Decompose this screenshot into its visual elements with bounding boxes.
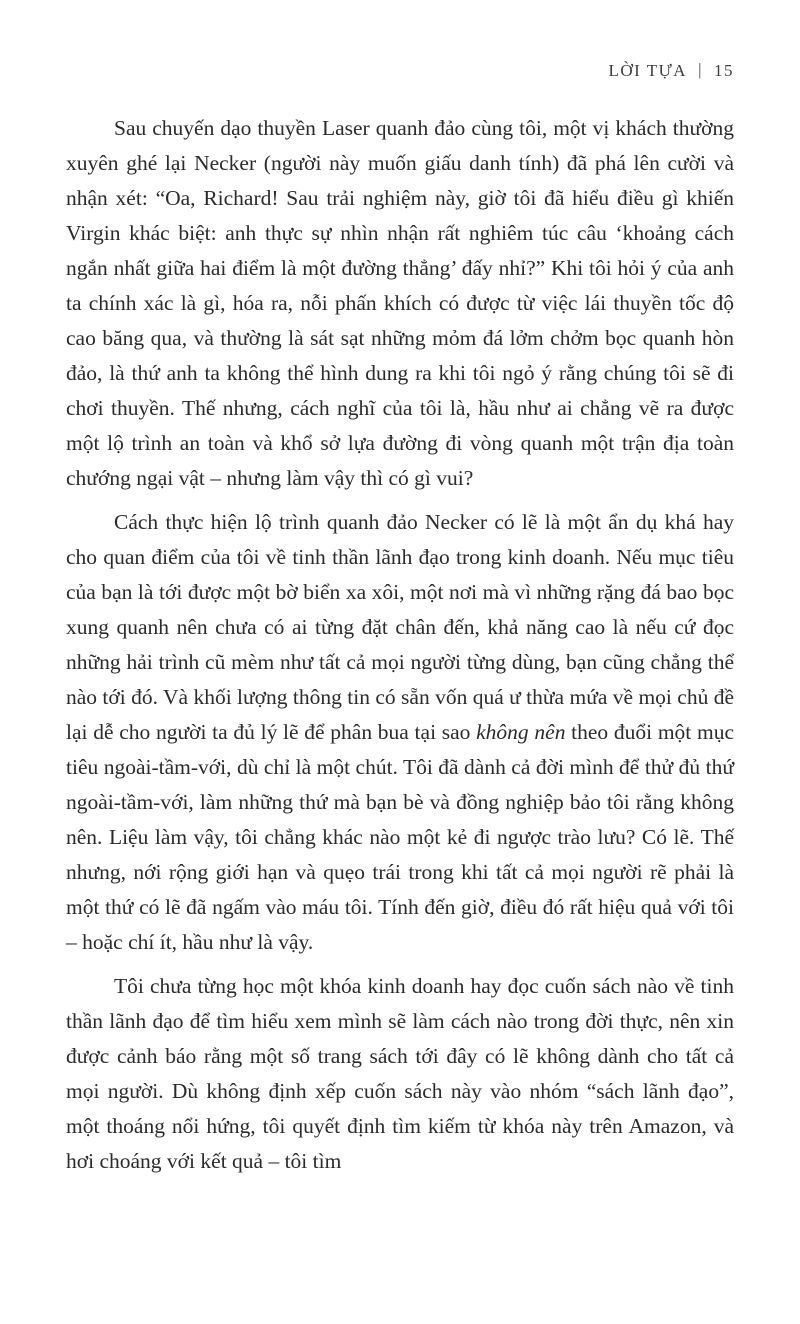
page-header <box>66 62 734 79</box>
page-body <box>66 111 734 1179</box>
page-number: 15 <box>714 61 734 80</box>
paragraph-2-italic-phrase: không nên <box>476 720 566 744</box>
section-title: LỜI TỰA <box>608 61 688 80</box>
header-separator: | <box>698 60 703 79</box>
paragraph-2 <box>66 505 734 960</box>
paragraph-3: Tôi chưa từng học một khóa kinh doanh hay đọc cuốn sách nào về tinh thần lãnh đạo để tìm hiểu xem mình sẽ làm cách nào trong đời thực, nên xin được cảnh báo rằng một số trang sách tới đây có lẽ không dành cho tất cả mọi người. Dù không định xếp cuốn sách này vào nhóm “sách lãnh đạo”, một thoáng nổi hứng, tôi quyết định tìm kiếm từ khóa này trên Amazon, và hơi choáng với kết quả – tôi tìm <box>66 974 734 1173</box>
paragraph-2-text: Cách thực hiện lộ trình quanh đảo Necker có lẽ là một ẩn dụ khá hay cho quan điểm của tôi về tinh thần lãnh đạo trong kinh doanh. Nếu mục tiêu của bạn là tới được một bờ biển xa xôi, một nơi mà vì những rặng đá bao bọc xung quanh nên chưa có ai từng đặt chân đến, khả năng cao là nếu cứ đọc những hải trình cũ mèm như tất cả mọi người từng dùng, bạn cũng chẳng thể nào tới đó. Và khối lượng thông tin có sẵn vốn quá ư thừa mứa về mọi chủ đề lại dễ cho người ta đủ lý lẽ để phân bua tại sao <box>66 510 734 744</box>
paragraph-1: Sau chuyến dạo thuyền Laser quanh đảo cùng tôi, một vị khách thường xuyên ghé lại Necker (người này muốn giấu danh tính) đã phá lên cười và nhận xét: “Oa, Richard! Sau trải nghiệm này, giờ tôi đã hiểu điều gì khiến Virgin khác biệt: anh thực sự nhìn nhận rất nghiêm túc câu ‘khoảng cách ngắn nhất giữa hai điểm là một đường thẳng’ đấy nhỉ?” Khi tôi hỏi ý của anh ta chính xác là gì, hóa ra, nỗi phấn khích có được từ việc lái thuyền tốc độ cao băng qua, và thường là sát sạt những mỏm đá lởm chởm bọc quanh hòn đảo, là thứ anh ta không thể hình dung ra khi tôi ngỏ ý rằng chúng tôi sẽ đi chơi thuyền. Thế nhưng, cách nghĩ của tôi là, hầu như ai chẳng vẽ ra được một lộ trình an toàn và khổ sở lựa đường đi vòng quanh một trận địa toàn chướng ngại vật – nhưng làm vậy thì có gì vui? <box>66 116 734 490</box>
paragraph-2-text-continued: theo đuổi một mục tiêu ngoài-tầm-với, dù chỉ là một chút. Tôi đã dành cả đời mình để thử đủ thứ ngoài-tầm-với, làm những thứ mà bạn bè và đồng nghiệp bảo tôi rằng không nên. Liệu làm vậy, tôi chẳng khác nào một kẻ đi ngược trào lưu? Có lẽ. Thế nhưng, nới rộng giới hạn và quẹo trái trong khi tất cả mọi người rẽ phải là một thứ có lẽ đã ngấm vào máu tôi. Tính đến giờ, điều đó rất hiệu quả với tôi – hoặc chí ít, hầu như là vậy. <box>66 720 735 954</box>
